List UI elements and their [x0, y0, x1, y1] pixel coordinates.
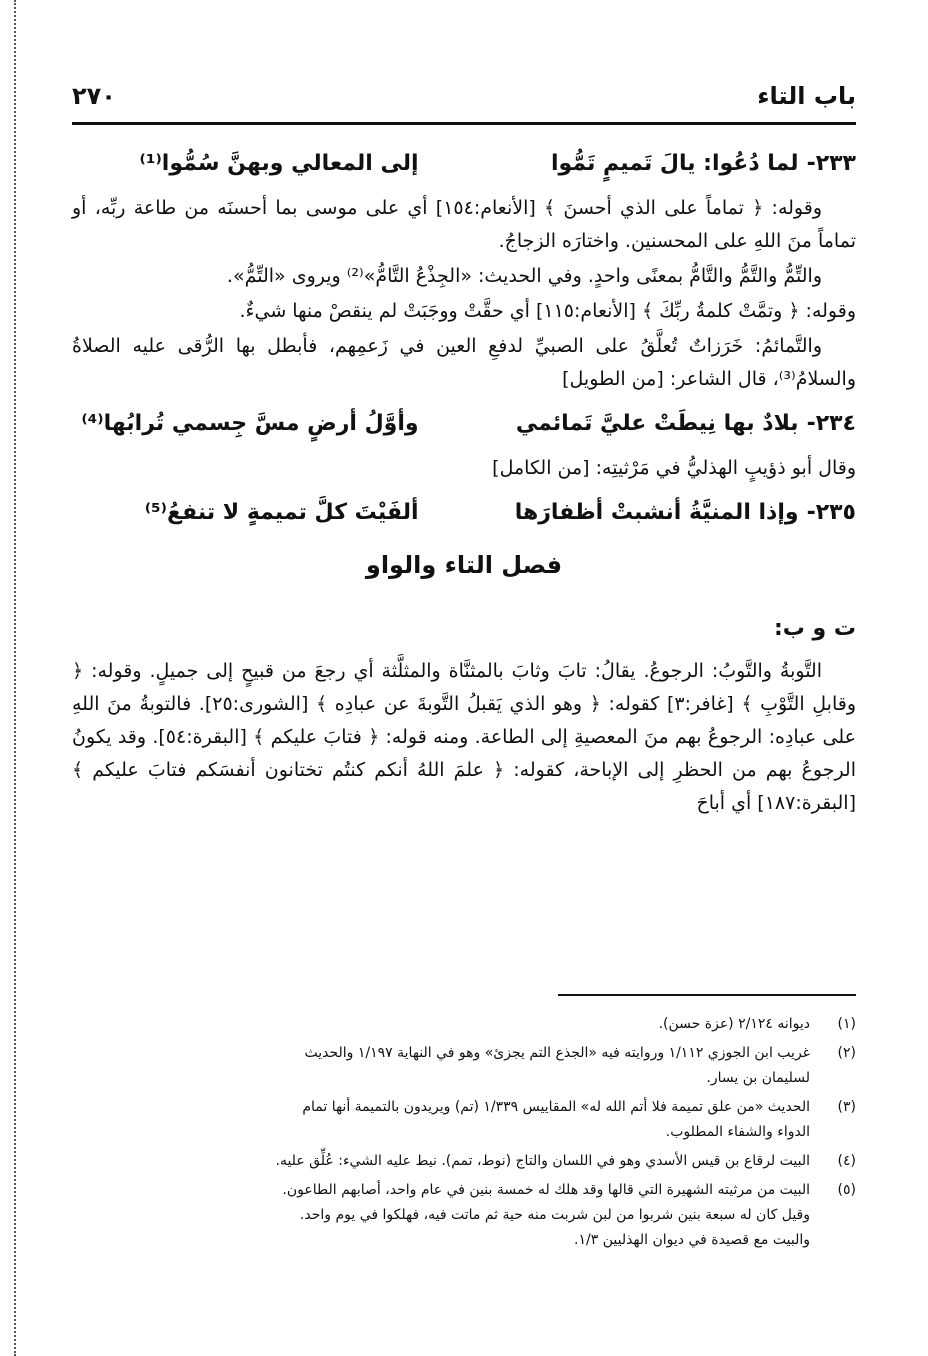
footnote-number: (١): [837, 1016, 856, 1032]
main-text: [72, 136, 856, 822]
page-number: ٢٧٠: [72, 82, 116, 110]
footnote-text: لسليمان بن يسار.: [706, 1070, 810, 1086]
paragraph: والتِّمُّ والتَّمُّ والتَّامُّ بمعنًى واحدٍ. وفي الحديث: «الجِذْعُ التَّامُّ»⁽²⁾ ويروى «التِّمُّ».: [226, 265, 822, 287]
footnote-text: البيت لرقاع بن قيس الأسدي وهو في اللسان والتاج (نوط، تمم). نيط عليه الشيء: عُلِّق عليه.: [275, 1153, 810, 1169]
verse-233: [72, 144, 856, 184]
footnote-text: وقيل كان له سبعة بنين شربوا من لبن شربت منه حية ثم ماتت فيه، فهلكوا في يوم واحد.: [299, 1207, 810, 1223]
header-rule: [72, 122, 856, 125]
verse-hemistich-second: ألفَيْتَ كلَّ تميمةٍ لا تنفعُ⁽⁵⁾: [144, 500, 419, 525]
paragraph: وقوله: ﴿ تماماً على الذي أحسنَ ﴾ [الأنعام:١٥٤] أي على موسى بما أحسنَه من طاعة ربِّه، أو تماماً منَ اللهِ على المحسنين. واختارَه الزجاجُ.: [72, 197, 856, 252]
footnote-text: والبيت مع قصيدة في ديوان الهذليين ١/٣.: [574, 1232, 810, 1248]
verse-number: ٢٣٤-: [806, 411, 856, 436]
paragraph: وقوله: ﴿ وتمَّتْ كلمةُ ربِّكَ ﴾ [الأنعام:١١٥] أي حقَّتْ ووجَبَتْ لم ينقصْ منها شيءٌ.: [239, 300, 856, 322]
footnote: [72, 1178, 856, 1253]
verse-hemistich-second: وأوَّلُ أرضٍ مسَّ جِسمي تُرابُها⁽⁴⁾: [81, 411, 419, 436]
paragraph: التَّوبةُ والتَّوبُ: الرجوعُ. يقالُ: تابَ وثابَ بالمثنَّاة والمثلَّثة أي رجعَ من قبيحٍ إلى جميلٍ. وقوله: ﴿ وقابلِ التَّوْبِ ﴾ [غافر:٣] كقوله: ﴿ وهو الذي يَقبلُ التَّوبةَ عن عبادِه ﴾ [الشورى:٢٥]. فالتوبةُ منَ اللهِ على عبادِه: الرجوعُ بهم منَ المعصيةِ إلى الطاعة. ومنه قوله: ﴿ فتابَ عليكم ﴾ [البقرة:٥٤]. وقد يكونُ الرجوعُ بهم من الحظرِ إلى الإباحة، كقوله: ﴿ علمَ اللهُ أنكم كنتُم تختانون أنفسَكم فتابَ عليكم ﴾ [البقرة:١٨٧] أي أباحَ: [72, 660, 857, 814]
section-title: فصل التاء والواو: [365, 551, 563, 579]
verse-number: ٢٣٣-: [806, 151, 856, 176]
footnote-number: (٥): [837, 1182, 856, 1198]
footnote: [72, 1041, 856, 1091]
page-header: [72, 82, 856, 116]
footnote: [72, 1012, 856, 1037]
footnote-text: غريب ابن الجوزي ١/١١٢ وروايته فيه «الجذع التم يجزئ» وهو في النهاية ١/١٩٧ والحديث: [304, 1045, 810, 1061]
verse-hemistich-first: بلادٌ بها نِيطَتْ عليَّ تَمائمي: [515, 411, 799, 436]
footnotes: [72, 1012, 856, 1257]
footnote: [72, 1095, 856, 1145]
paragraph: والتَّمائمُ: خَرَزاتٌ تُعلَّقُ على الصبيِّ لدفعِ العين في زَعمِهم، فأبطل بها الرُّقى عليه الصلاةُ والسلامُ⁽³⁾، قال الشاعر: [من الطويل]: [72, 335, 856, 390]
verse-number: ٢٣٥-: [806, 500, 856, 525]
root-heading: ت و ب:: [773, 616, 856, 641]
paragraph: وقال أبو ذؤيبٍ الهذليُّ في مَرْثيتِه: [من الكامل]: [492, 457, 856, 479]
footnote-text: الدواء والشفاء المطلوب.: [665, 1124, 810, 1140]
verse-hemistich-second: إلى المعالي وبهنَّ سُمُّوا⁽¹⁾: [139, 151, 419, 176]
footnote-rule: [558, 994, 856, 996]
footnote: [72, 1149, 856, 1174]
running-head: باب التاء: [757, 82, 856, 110]
verse-hemistich-first: لما دُعُوا: يالَ تَميمٍ تَمُّوا: [551, 151, 799, 176]
footnote-number: (٤): [837, 1153, 856, 1169]
footnote-text: الحديث «من علق تميمة فلا أتم الله له» المقاييس ١/٣٣٩ (تم) ويريدون بالتميمة أنها تمام: [302, 1099, 810, 1115]
verse-hemistich-first: وإذا المنيَّةُ أنشبتْ أظفارَها: [514, 500, 799, 525]
footnote-text: ديوانه ٢/١٢٤ (عزة حسن).: [658, 1016, 810, 1032]
verse-235: [72, 493, 856, 533]
footnote-number: (٣): [837, 1099, 856, 1115]
footnote-text: البيت من مرثيته الشهيرة التي قالها وقد هلك له خمسة بنين في عام واحد، أصابهم الطاعون.: [282, 1182, 810, 1198]
footnote-number: (٢): [837, 1045, 856, 1061]
verse-234: [72, 404, 856, 444]
